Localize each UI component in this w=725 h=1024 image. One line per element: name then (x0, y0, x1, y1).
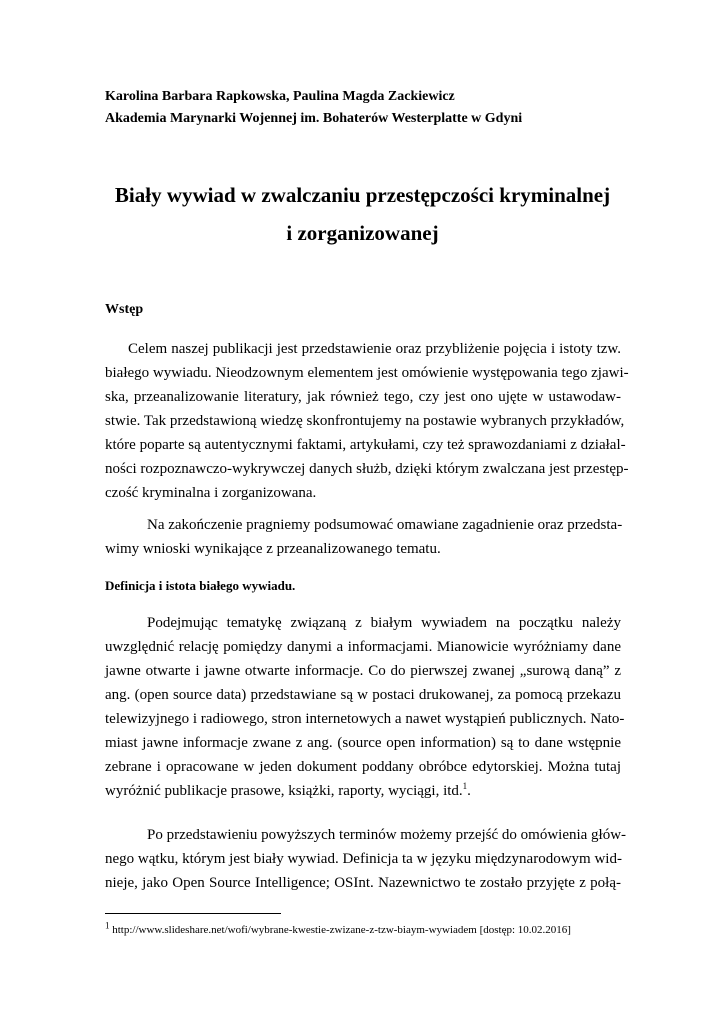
text-line: ności rozpoznawczo-wykrywczej danych służb, dzięki którym zwalczana jest przestęp- (105, 461, 629, 477)
text-line: Celem naszej publikacji jest przedstawienie oraz przybliżenie pojęcia i istoty tzw. (128, 341, 621, 357)
text-line-with-footnote: wyróżnić publikacje prasowe, książki, raporty, wyciągi, itd.$^1$. (105, 781, 471, 799)
paper-title (80, 176, 645, 252)
text-line: ska, przeanalizowanie literatury, jak również tego, czy jest ono ujęte w ustawodaw- (105, 389, 621, 405)
text-line: nieje, jako Open Source Intelligence; OSInt. Nazewnictwo te zostało przyjęte z połą- (105, 875, 621, 891)
text-line: ang. (open source data) przedstawiane są w postaci drukowanej, za pomocą przekazu (105, 687, 621, 703)
author-institution: Akademia Marynarki Wojennej im. Bohaterów Westerplatte w Gdyni (105, 111, 523, 126)
text-line: miast jawne informacje zwane z ang. (source open information) są to dane wstępnie (105, 735, 621, 751)
author-block (105, 86, 522, 130)
footnote-reference[interactable]: 1 (462, 781, 468, 791)
text-line: Podejmując tematykę związaną z białym wywiadem na początku należy (147, 615, 621, 631)
text-line: białego wywiadu. Nieodzownym elementem jest omówienie występowania tego zjawi- (105, 365, 629, 381)
text-line: uwzględnić relację pomiędzy danymi a informacjami. Mianowicie wyróżniamy dane (105, 639, 621, 655)
text-line: które poparte są autentycznymi faktami, artykułami, czy też sprawozdaniami z działal- (105, 437, 626, 453)
title-line-1: Biały wywiad w zwalczaniu przestępczości kryminalnej (114, 183, 611, 207)
text-line: telewizyjnego i radiowego, stron internetowych a nawet wystąpień publicznych. Nato- (105, 711, 625, 727)
text-line: Po przedstawieniu powyższych terminów możemy przejść do omówienia głów- (147, 827, 627, 843)
paragraph-definition-2 (105, 823, 627, 895)
text-line: wimy wnioski wynikające z przeanalizowanego tematu. (105, 541, 441, 557)
text-line: czość kryminalna i zorganizowana. (105, 485, 317, 501)
paragraph-intro-2 (105, 513, 621, 561)
footnote-number: 1 (105, 920, 110, 931)
footnote (105, 920, 625, 937)
text-line: jawne otwarte i jawne otwarte informacje. Co do pierwszej zwanej „surową daną” z (105, 663, 621, 679)
title-line-2: i zorganizowanej (286, 221, 439, 245)
paragraph-intro-1 (105, 337, 629, 505)
text-line: wyróżnić publikacje prasowe, książki, raporty, wyciągi, itd. (105, 783, 463, 799)
text-line: stwie. Tak przedstawioną wiedzę skonfrontujemy na postawie wybranych przykładów, (105, 413, 625, 429)
footnote-separator (105, 913, 281, 914)
text-line: zebrane i opracowane w jeden dokument poddany obróbce edytorskiej. Można tutaj (105, 759, 621, 775)
text-line: Na zakończenie pragniemy podsumować omawiane zagadnienie oraz przedsta- (147, 517, 623, 533)
text-line: nego wątku, którym jest biały wywiad. Definicja ta w języku międzynarodowym wid- (105, 851, 622, 867)
section-heading-definition: Definicja i istota białego wywiadu. (105, 578, 296, 593)
footnote-text[interactable]: http://www.slideshare.net/wofi/wybrane-kwestie-zwizane-z-tzw-biaym-wywiadem [dostęp: 10.02.2016] (109, 924, 571, 936)
paragraph-definition-1 (105, 611, 625, 803)
section-heading-intro: Wstęp (105, 302, 144, 317)
author-names: Karolina Barbara Rapkowska, Paulina Magda Zackiewicz (105, 89, 455, 104)
